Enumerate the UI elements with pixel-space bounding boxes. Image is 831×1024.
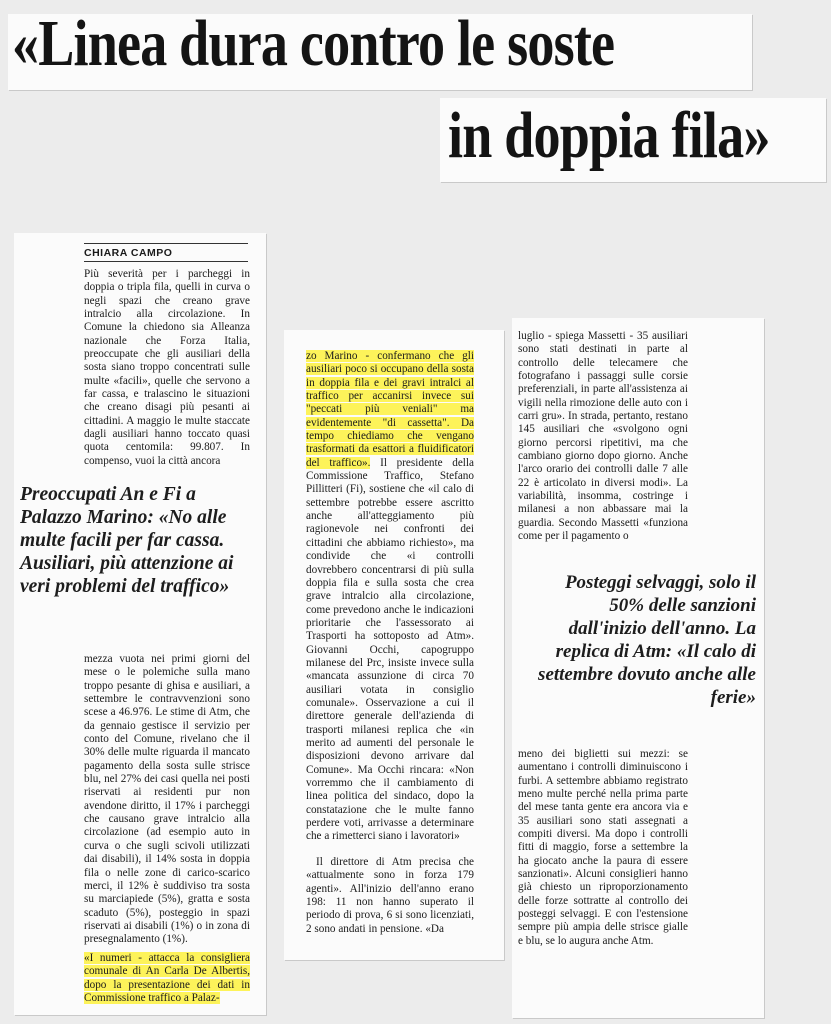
column-3-text-top: luglio - spiega Massetti - 35 ausiliari sono stati destinati in parte al controllo delle telecamere che fotografano i passaggi sulle corsie preferenziali, in parte all'assistenza ai vigili nella rimozione delle auto con i carri gru». In strada, pertanto, restano 145 ausiliari che «svolgono ogni giorno percorsi ripetitivi, ma che cambiano giorno dopo giorno. Anche l'arco orario dei controlli dalle 7 alle 22 è articolato in diversi modi». La variabilità, insomma, costringe i milanesi a non abbassare mai la guardia. Secondo Massetti «funziona come per il pagamento o bbox=[518, 330, 688, 543]
byline: CHIARA CAMPO bbox=[84, 247, 173, 259]
column-2-text bbox=[306, 350, 474, 858]
highlighted-quote-end: zo Marino - confermano che gli ausiliari poco si occupano della sosta in doppia fila e dei gravi intralci al traffico per accanirsi invece sui "peccati più veniali" ma evidentemente "di cassetta". Da tempo chiediamo che vengano trasformati da esattori a fluidificatori del traffico». bbox=[306, 350, 474, 469]
byline-rule-top bbox=[84, 243, 248, 244]
subheadline-left: Preoccupati An e Fi a Palazzo Marino: «No alle multe facili per far cassa. Ausiliari, più attenzione ai veri problemi del traffico» bbox=[20, 484, 234, 597]
subheadline-right: Posteggi selvaggi, solo il 50% delle sanzioni dall'inizio dell'anno. La replica di Atm: «Il calo di settembre dovuto anche alle ferie» bbox=[538, 572, 756, 708]
headline-line-2: in doppia fila» bbox=[448, 99, 770, 172]
byline-rule-bottom bbox=[84, 261, 248, 262]
column-2-body: Il presidente della Commissione Traffico, Stefano Pillitteri (Fi), sostiene che «il calo di settembre potrebbe essere ascritto anche all'atteggiamento più ragionevole nei confronti dei cittadini che abbiamo richiesto», ma condivide che «i controlli dovrebbero concentrarsi di più sulla doppia fila e sulla sosta che crea grave intralcio alla circolazione, come prevedono anche le indicazioni prioritarie che l'assessorato ai Trasporti ha sottoposto ad Atm». Giovanni Occhi, capogruppo milanese del Prc, insiste invece sulla «mancata assunzione di circa 70 ausiliari votata in consiglio comunale». Osservazione a cui il direttore generale dell'azienda di trasporti milanesi replica che «in merito ad aumenti del personale le disposizioni devono arrivare dal Comune». Ma Occhi rincara: «Non vorremmo che il cambiamento di linea politica del sindaco, dopo la constatazione che le multe fanno perdere voti, arrivasse a determinare che a rimetterci siano i lavoratori» bbox=[306, 456, 474, 843]
highlighted-quote-start: «I numeri - attacca la consigliera comunale di An Carla De Albertis, dopo la presentazione dei dati in Commissione traffico a Palaz- bbox=[84, 952, 250, 1005]
column-1-text-bottom: mezza vuota nei primi giorni del mese o le polemiche sulla mano troppo pesante di ghisa e ausiliari, a settembre le contravvenzioni sono scese a 46.976. Le stime di Atm, che da gennaio gestisce il servizio per conto del Comune, rivelano che il 30% delle multe riguarda il mancato pagamento della sosta sulle strisce blu, nel 27% dei casi quella nei posti riservati ai residenti pur non avendone diritto, il 17% i parcheggi che causano grave intralcio alla circolazione (ad esempio auto in curva o che sugli scivoli utilizzati dai disabili), il 14% sosta in doppia fila o nelle zone di carico-scarico merci, il 12% è suddiviso tra sosta su marciapiede (5%), gratta e sosta scaduto (5%), posteggio in spazi riservati ai disabili (1%) o in zona di presegnalamento (1%). bbox=[84, 653, 250, 946]
column-2-text-end: Il direttore di Atm precisa che «attualmente sono in forza 179 agenti». All'inizio dell'anno erano 198: 11 non hanno superato il periodo di prova, 6 si sono licenziati, 2 sono andati in pensione. «Da bbox=[306, 856, 474, 935]
column-3-text-bottom: meno dei biglietti sui mezzi: se aumentano i controlli diminuiscono i furbi. A settembre abbiamo registrato meno multe perché nella prima parte del mese tanta gente era ancora via e 35 ausiliari sono stati assegnati a compiti diversi. Ma dopo i controlli fitti di maggio, forse a settembre la ha giocato anche la paura di essere sanzionati». Alcuni consiglieri hanno già chiesto un riproporzionamento delle forze sottratte al controllo dei posteggi selvaggi. E con l'estensione sempre più ampia delle strisce gialle e blu, se lo augura anche Atm. bbox=[518, 748, 688, 947]
headline-line-1: «Linea dura contro le soste bbox=[12, 7, 615, 80]
column-1-text-top: Più severità per i parcheggi in doppia o tripla fila, quelli in curva o negli spazi che creano grave intralcio alla circolazione. In Comune la chiedono sia Alleanza nazionale che Forza Italia, preoccupate che gli ausiliari della sosta siano troppo concentrati sulle multe «facili», quelle che servono a far cassa, e tralascino le situazioni che creano disagi più pesanti ai cittadini. A maggio le multe staccate dagli ausiliari hanno toccato quasi quota centomila: 99.807. In compenso, vuoi la città ancora bbox=[84, 268, 250, 467]
column-1-highlight bbox=[84, 952, 250, 1012]
